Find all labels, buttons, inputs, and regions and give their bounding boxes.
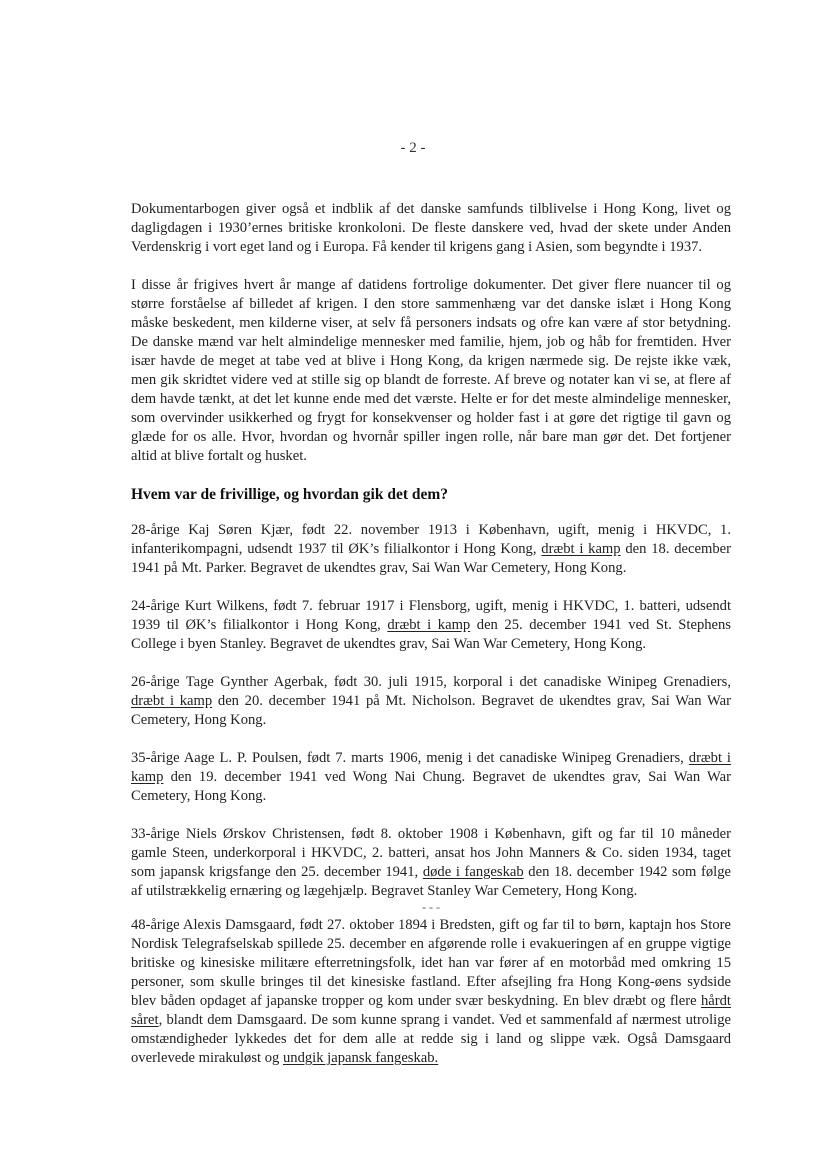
intro-paragraph-1: Dokumentarbogen giver også et indblik af det danske samfunds tilblivelse i Hong Kong, livet og dagligdagen i 1930’ernes britiske kronkoloni. De fleste danskere ved, hvad der skete under Anden Verdenskrig i vort eget land og i Europa. Få kender til krigens gang i Asien, som begyndte i 1937. [131,201,731,255]
volunteer-entry-damsgaard: 48-årige Alexis Damsgaard, født 27. oktober 1894 i Bredsten, gift og far til to børn, kaptajn hos Store Nordisk Telegrafselskab spillede 25. december en afgørende rolle i evakueringen af en gruppe vigtige britiske og kinesiske militære efterretningsfolk, idet han var fører af en motorbåd med omkring 15 personer, som skulle bringes til det kinesiske fastland. Efter afsejling fra Hong Kong-øens sydside blev båden opdaget af japanske tropper og kom under svær beskydning. En blev dræbt og flere hårdt såret, blandt dem Damsgaard. De som kunne sprang i vandet. Ved et sammenfald af nærmest utrolige omstændigheder lykkedes det for dem alle at redde sig i land og slippe væk. Også Damsgaard overlevede mirakuløst og undgik japansk fangeskab. [131,917,731,1066]
underlined-phrase: dræbt i kamp [131,693,213,709]
volunteer-entry-poulsen: 35-årige Aage L. P. Poulsen, født 7. marts 1906, menig i det canadiske Winipeg Grenadiers, dræbt i kamp den 19. december 1941 ved Wong Nai Chung. Begravet de ukendtes grav, Sai Wan War Cemetery, Hong Kong. [131,750,731,804]
separator: - - - [422,900,440,914]
volunteer-entry-agerbak: 26-årige Tage Gynther Agerbak, født 30. juli 1915, korporal i det canadiske Winipeg Grenadiers, dræbt i kamp den 20. december 1941 på Mt. Nicholson. Begravet de ukendtes grav, Sai Wan War Cemetery, Hong Kong. [131,674,731,728]
section-heading: Hvem var de frivillige, og hvordan gik det dem? [131,486,449,503]
underlined-phrase: undgik japansk fangeskab. [282,1050,439,1066]
page-number: - 2 - [400,140,426,156]
volunteer-entry-christensen: 33-årige Niels Ørskov Christensen, født 8. oktober 1908 i København, gift og far til 10 måneder gamle Steen, underkorporal i HKVDC, 2. batteri, ansat hos John Manners & Co. siden 1934, taget som japansk krigsfange den 25. december 1941, døde i fangeskab den 18. december 1942 som følge af utilstrækkelig ernæring og lægehjælp. Begravet Stanley War Cemetery, Hong Kong. [131,826,732,899]
volunteer-entry-kjaer: 28-årige Kaj Søren Kjær, født 22. november 1913 i København, ugift, menig i HKVDC, 1. infanterikompagni, udsendt 1937 til ØK’s filialkontor i Hong Kong, dræbt i kamp den 18. december 1941 på Mt. Parker. Begravet de ukendtes grav, Sai Wan War Cemetery, Hong Kong. [131,522,731,576]
underlined-phrase: hårdt såret [131,993,731,1028]
underlined-phrase: dræbt i kamp [131,750,731,785]
volunteer-entry-wilkens: 24-årige Kurt Wilkens, født 7. februar 1917 i Flensborg, ugift, menig i HKVDC, 1. batteri, udsendt 1939 til ØK’s filialkontor i Hong Kong, dræbt i kamp den 25. december 1941 ved St. Stephens College i byen Stanley. Begravet de ukendtes grav, Sai Wan War Cemetery, Hong Kong. [131,598,731,652]
underlined-phrase: døde i fangeskab [422,864,524,880]
document-body [131,200,731,1068]
underlined-phrase: dræbt i kamp [541,541,621,557]
underlined-phrase: dræbt i kamp [387,617,471,633]
intro-paragraph-2: I disse år frigives hvert år mange af datidens fortrolige dokumenter. Det giver flere nuancer til og større forståelse af billedet af krigen. I den store sammenhæng var det danske islæt i Hong Kong måske beskedent, men kilderne viser, at selv få personers indsats og ofre kan være af stor betydning. De danske mænd var helt almindelige mennesker med familie, hjem, job og håb for fremtiden. Hver især havde de meget at tabe ved at blive i Hong Kong, da krigen nærmede sig. De rejste ikke væk, men gik skridtet videre ved at stille sig op blandt de forreste. Af breve og notater kan vi se, at flere af dem havde tænkt, at det let kunne ende med det værste. Helte er for det meste almindelige mennesker, som overvinder usikkerhed og frygt for konsekvenser og holder fast i at gøre det rigtige til gavn og glæde for os alle. Hvor, hvordan og hvornår spiller ingen rolle, når bare man gør det. Det fortjener altid at blive fortalt og husket. [131,277,731,464]
